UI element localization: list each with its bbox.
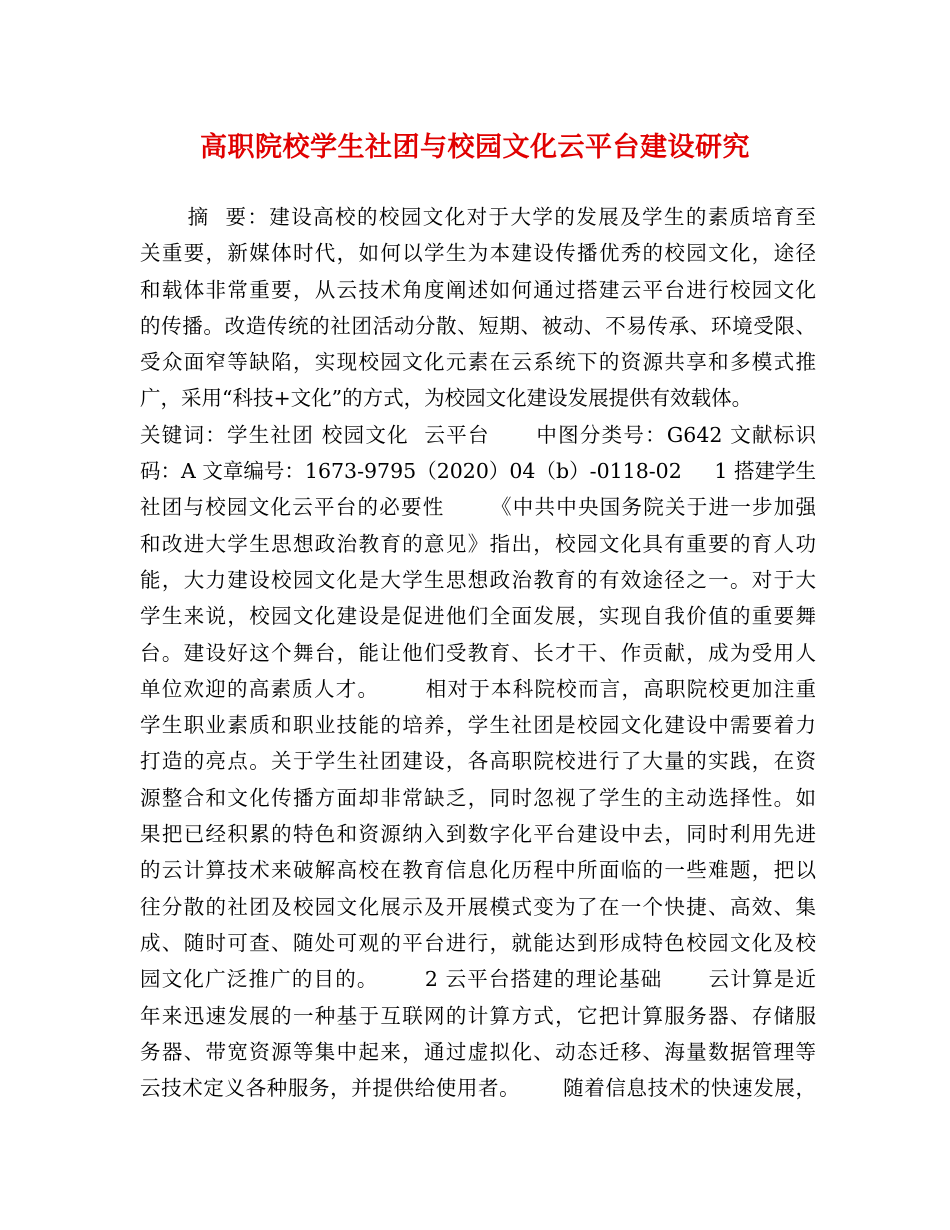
body-line: 能，大力建设校园文化是大学生思想政治教育的有效途径之一。对于大 (140, 567, 816, 592)
body-line: 成、随时可查、随处可观的平台进行，就能达到形成特色校园文化及校 (140, 930, 816, 955)
body-line: 码：A 文章编号：1673-9795（2020）04（b）-0118-02 1 搭建学生 (140, 459, 816, 484)
body-line: 学生职业素质和职业技能的培养，学生社团是校园文化建设中需要着力 (140, 713, 816, 738)
body-line: 打造的亮点。关于学生社团建设，各高职院校进行了大量的实践，在资 (140, 749, 816, 774)
body-line: 务器、带宽资源等集中起来，通过虚拟化、动态迁移、海量数据管理等 (140, 1039, 816, 1064)
body-line: 社团与校园文化云平台的必要性 《中共中央国务院关于进一步加强 (140, 495, 816, 520)
body-line: 和改进大学生思想政治教育的意见》指出，校园文化具有重要的育人功 (140, 531, 816, 556)
body-line: 单位欢迎的高素质人才。 相对于本科院校而言，高职院校更加注重 (140, 676, 816, 701)
body-line: 关重要，新媒体时代，如何以学生为本建设传播优秀的校园文化，途径 (140, 241, 816, 266)
body-line: 关键词：学生社团 校园文化 云平台 中图分类号：G642 文献标识 (140, 422, 816, 447)
body-line: 云技术定义各种服务，并提供给使用者。 随着信息技术的快速发展， (140, 1076, 816, 1101)
body-line: 往分散的社团及校园文化展示及开展模式变为了在一个快捷、高效、集 (140, 894, 816, 919)
body-line: 源整合和文化传播方面却非常缺乏，同时忽视了学生的主动选择性。如 (140, 785, 816, 810)
document-title: 高职院校学生社团与校园文化云平台建设研究 (200, 132, 750, 163)
body-line: 台。建设好这个舞台，能让他们受教育、长才干、作贡献，成为受用人 (140, 640, 816, 665)
body-line: 和载体非常重要，从云技术角度阐述如何通过搭建云平台进行校园文化 (140, 277, 816, 302)
body-line: 果把已经积累的特色和资源纳入到数字化平台建设中去，同时利用先进 (140, 822, 816, 847)
body-line: 受众面窄等缺陷，实现校园文化元素在云系统下的资源共享和多模式推 (140, 350, 816, 375)
body-text (140, 199, 816, 1106)
body-line: 的云计算技术来破解高校在教育信息化历程中所面临的一些难题，把以 (140, 858, 816, 883)
body-line: 的传播。改造传统的社团活动分散、短期、被动、不易传承、环境受限、 (140, 313, 816, 338)
body-line: 园文化广泛推广的目的。 2 云平台搭建的理论基础 云计算是近 (140, 967, 816, 992)
body-line: 广，采用“科技+文化”的方式，为校园文化建设发展提供有效载体。 (140, 386, 753, 411)
body-line: 学生来说，校园文化建设是促进他们全面发展，实现自我价值的重要舞 (140, 604, 816, 629)
body-line: 摘 要：建设高校的校园文化对于大学的发展及学生的素质培育至 (140, 205, 816, 229)
body-line: 年来迅速发展的一种基于互联网的计算方式，它把计算服务器、存储服 (140, 1003, 816, 1028)
